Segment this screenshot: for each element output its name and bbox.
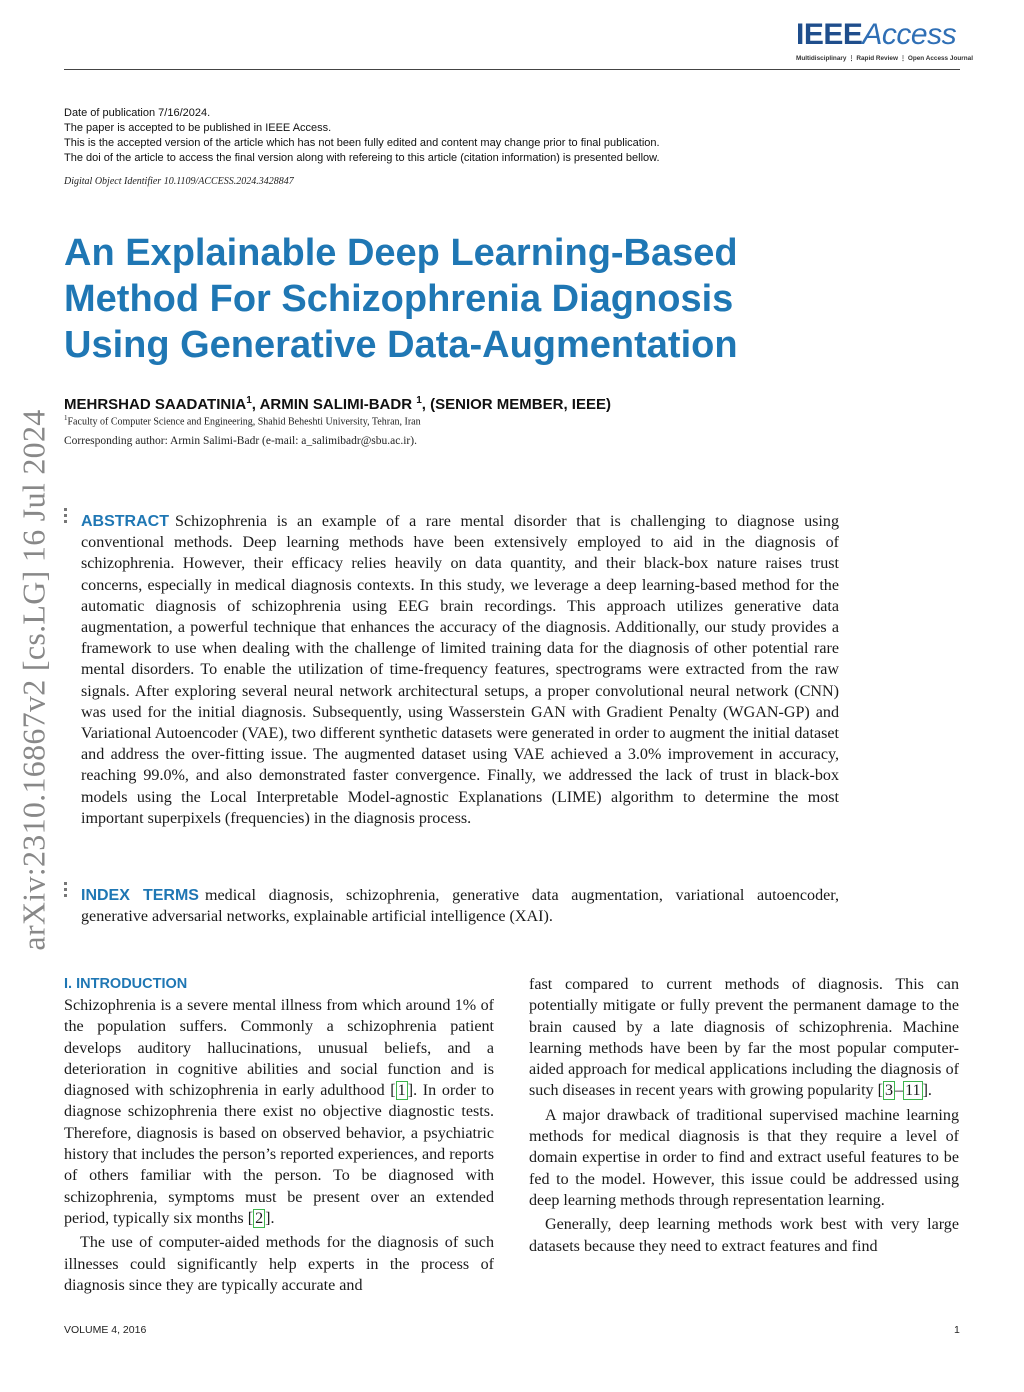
logo-tagline: Multidisciplinary ⋮ Rapid Review ⋮ Open Access Journal bbox=[796, 55, 973, 62]
doi-note: The doi of the article to access the final version along with refereing to this article (citation information) is presented bellow. bbox=[64, 152, 660, 164]
affiliation-mark: 1 bbox=[64, 414, 68, 422]
author-1-affil: 1 bbox=[246, 395, 252, 406]
version-note: This is the accepted version of the article which has not been fully edited and content may change prior to final publication. bbox=[64, 137, 660, 149]
citation-link[interactable]: 11 bbox=[905, 1082, 921, 1100]
publication-info bbox=[64, 106, 964, 166]
intro-p3-text-b: ]. bbox=[922, 1082, 932, 1100]
title-line-2: Method For Schizophrenia Diagnosis bbox=[64, 278, 734, 320]
publication-date: Date of publication 7/16/2024. bbox=[64, 107, 211, 119]
right-column bbox=[529, 974, 959, 1257]
intro-paragraph-4: A major drawback of traditional supervised machine learning methods for medical diagnosis is that they require a level of domain expertise in order to find and extract useful features to be fed to the model. However, this issue could be addressed using deep learning methods through representation learning. bbox=[529, 1106, 959, 1209]
author-2-suffix: , (SENIOR MEMBER, IEEE) bbox=[421, 396, 611, 413]
intro-p1-text-b: ]. In order to diagnose schizophrenia there exist no objective diagnostic tests. Therefore, diagnosis is based on observed behavior, a psychiatric history that includes the person’s reported experiences, and reports of others familiar with the person. To be diagnosed with schizophrenia, symptoms must be present over an extended period, typically six months [ bbox=[64, 1082, 494, 1227]
author-2-affil: 1 bbox=[416, 395, 422, 406]
citation-dash: – bbox=[895, 1082, 904, 1100]
index-terms-label: INDEX TERMS bbox=[81, 887, 199, 904]
title-line-3: Using Generative Data-Augmentation bbox=[64, 324, 738, 366]
journal-logo bbox=[796, 18, 973, 68]
index-terms-text: medical diagnosis, schizophrenia, generative data augmentation, variational autoencoder, generative adversarial networks, explainable artificial intelligence (XAI). bbox=[81, 887, 840, 926]
author-1: MEHRSHAD SAADATINIA bbox=[64, 396, 247, 413]
intro-paragraph-3 bbox=[529, 974, 959, 1102]
paper-title bbox=[64, 230, 824, 368]
page-number: 1 bbox=[954, 1324, 960, 1336]
introduction-heading: I. INTRODUCTION bbox=[64, 976, 188, 992]
intro-paragraph-1 bbox=[64, 995, 494, 1229]
affiliation bbox=[64, 414, 421, 427]
index-terms bbox=[81, 885, 839, 927]
citation-link[interactable]: 2 bbox=[255, 1209, 264, 1227]
index-terms-dots bbox=[64, 882, 70, 900]
citation-link[interactable]: 1 bbox=[397, 1082, 406, 1100]
left-column bbox=[64, 974, 494, 1296]
logo-ieee-text: IEEE bbox=[796, 18, 863, 51]
corresponding-author: Corresponding author: Armin Salimi-Badr (e-mail: a_salimibadr@sbu.ac.ir). bbox=[64, 435, 417, 447]
acceptance-note: The paper is accepted to be published in IEEE Access. bbox=[64, 122, 332, 134]
affiliation-text: Faculty of Computer Science and Engineering, Shahid Beheshti University, Tehran, Iran bbox=[67, 416, 421, 428]
header-rule bbox=[64, 69, 960, 70]
citation-link[interactable]: 3 bbox=[884, 1082, 894, 1100]
abstract-text: Schizophrenia is an example of a rare mental disorder that is challenging to diagnose using conventional methods. Deep learning methods have been extensively employed to aid in the diagnosis of schizophrenia. However, their efficacy relies heavily on data quantity, and their black-box nature raises trust concerns, especially in medical diagnosis contexts. In this study, we leverage a deep learning-based method for the automatic diagnosis of schizophrenia using EEG brain recordings. This approach utilizes generative data augmentation, a powerful technique that enhances the accuracy of the diagnosis. Additionally, our study provides a framework to use when dealing with the challenge of limited training data for the diagnosis of other potential rare mental disorders. To enable the utilization of time-frequency features, spectrograms were extracted from the raw signals. After exploring several neural network architectural setups, a proper convolutional neural network (CNN) was used for the initial diagnosis. Subsequently, using Wasserstein GAN with Gradient Penalty (WGAN-GP) and Variational Autoencoder (VAE), two different synthetic datasets were generated in order to augment the initial dataset and address the over-fitting issue. The augmented dataset using VAE achieved a 3.0% improvement in accuracy, reaching 99.0%, and also demonstrated faster convergence. Finally, we addressed the lack of trust in black-box models using the Local Interpretable Model-agnostic Explanations (LIME) algorithm to determine the most important superpixels (frequencies) in the diagnosis process. bbox=[81, 513, 839, 827]
title-line-1: An Explainable Deep Learning-Based bbox=[64, 232, 738, 274]
author-2: , ARMIN SALIMI-BADR bbox=[251, 396, 417, 413]
arxiv-stamp: arXiv:2310.16867v2 [cs.LG] 16 Jul 2024 bbox=[15, 409, 52, 951]
logo-access-text: Access bbox=[862, 18, 957, 51]
intro-p1-text-c: ]. bbox=[265, 1209, 275, 1227]
author-list bbox=[64, 395, 611, 413]
intro-p3-text-a: fast compared to current methods of diagnosis. This can potentially mitigate or fully prevent the permanent damage to the brain caused by a late diagnosis of schizophrenia. Machine learning methods have been by far the most popular computer-aided approach for medical applications including the diagnosis of such diseases in recent years with growing popularity [ bbox=[529, 976, 959, 1100]
abstract-dots bbox=[64, 508, 70, 526]
abstract-label: ABSTRACT bbox=[81, 513, 169, 530]
doi-identifier: Digital Object Identifier 10.1109/ACCESS.2024.3428847 bbox=[64, 176, 294, 187]
intro-p1-text-a: Schizophrenia is a severe mental illness from which around 1% of the population suffers. Commonly a schizophrenia patient develops auditory hallucinations, unusual beliefs, and a deterioration in cognitive abilities and social function and is diagnosed with schizophrenia in early adulthood [ bbox=[64, 997, 494, 1100]
abstract bbox=[81, 511, 839, 829]
volume-footer: VOLUME 4, 2016 bbox=[64, 1324, 147, 1336]
intro-paragraph-2: The use of computer-aided methods for the diagnosis of such illnesses could significantly help experts in the process of diagnosis since they are typically accurate and bbox=[64, 1234, 494, 1294]
intro-paragraph-5: Generally, deep learning methods work best with very large datasets because they need to extract features and find bbox=[529, 1216, 959, 1255]
